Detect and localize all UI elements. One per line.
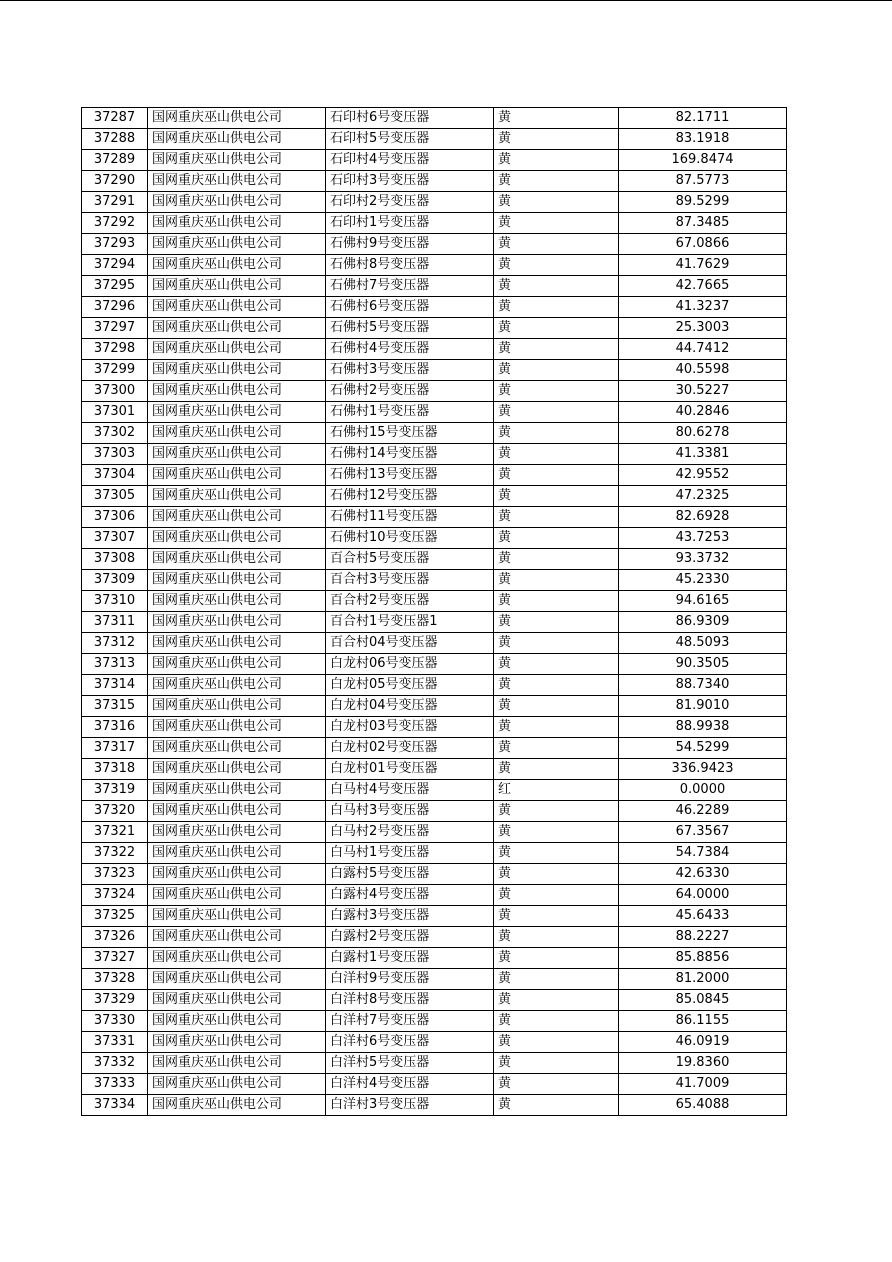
cell-value: 41.7629 xyxy=(619,255,787,276)
cell-transformer: 白洋村8号变压器 xyxy=(326,990,494,1011)
cell-transformer: 白露村1号变压器 xyxy=(326,948,494,969)
cell-status: 黄 xyxy=(494,171,619,192)
cell-transformer: 百合村2号变压器 xyxy=(326,591,494,612)
cell-value: 85.8856 xyxy=(619,948,787,969)
cell-status: 黄 xyxy=(494,738,619,759)
cell-status: 黄 xyxy=(494,276,619,297)
cell-transformer: 石佛村5号变压器 xyxy=(326,318,494,339)
cell-id: 37291 xyxy=(82,192,148,213)
cell-company: 国网重庆巫山供电公司 xyxy=(148,759,326,780)
cell-status: 黄 xyxy=(494,654,619,675)
table-row xyxy=(82,780,787,801)
cell-value: 48.5093 xyxy=(619,633,787,654)
cell-company: 国网重庆巫山供电公司 xyxy=(148,906,326,927)
table-row xyxy=(82,654,787,675)
cell-status: 黄 xyxy=(494,255,619,276)
table-row xyxy=(82,591,787,612)
table-row xyxy=(82,1032,787,1053)
table-row xyxy=(82,801,787,822)
cell-company: 国网重庆巫山供电公司 xyxy=(148,129,326,150)
table-row xyxy=(82,843,787,864)
cell-company: 国网重庆巫山供电公司 xyxy=(148,633,326,654)
cell-company: 国网重庆巫山供电公司 xyxy=(148,591,326,612)
table-row xyxy=(82,192,787,213)
cell-status: 黄 xyxy=(494,129,619,150)
table-row xyxy=(82,906,787,927)
cell-value: 169.8474 xyxy=(619,150,787,171)
cell-transformer: 白洋村3号变压器 xyxy=(326,1095,494,1116)
cell-id: 37318 xyxy=(82,759,148,780)
cell-id: 37309 xyxy=(82,570,148,591)
cell-value: 54.7384 xyxy=(619,843,787,864)
cell-company: 国网重庆巫山供电公司 xyxy=(148,927,326,948)
cell-value: 46.2289 xyxy=(619,801,787,822)
cell-value: 336.9423 xyxy=(619,759,787,780)
cell-transformer: 石佛村14号变压器 xyxy=(326,444,494,465)
cell-transformer: 石印村3号变压器 xyxy=(326,171,494,192)
cell-transformer: 白龙村02号变压器 xyxy=(326,738,494,759)
cell-transformer: 石印村6号变压器 xyxy=(326,108,494,129)
cell-id: 37296 xyxy=(82,297,148,318)
cell-value: 87.3485 xyxy=(619,213,787,234)
cell-id: 37331 xyxy=(82,1032,148,1053)
cell-transformer: 石佛村3号变压器 xyxy=(326,360,494,381)
cell-company: 国网重庆巫山供电公司 xyxy=(148,948,326,969)
cell-status: 黄 xyxy=(494,465,619,486)
cell-transformer: 白洋村5号变压器 xyxy=(326,1053,494,1074)
table-row xyxy=(82,507,787,528)
cell-transformer: 白龙村04号变压器 xyxy=(326,696,494,717)
table-row xyxy=(82,738,787,759)
cell-status: 黄 xyxy=(494,927,619,948)
table-row xyxy=(82,1095,787,1116)
cell-transformer: 石佛村7号变压器 xyxy=(326,276,494,297)
cell-status: 黄 xyxy=(494,402,619,423)
cell-id: 37289 xyxy=(82,150,148,171)
cell-status: 黄 xyxy=(494,486,619,507)
table-row xyxy=(82,171,787,192)
cell-company: 国网重庆巫山供电公司 xyxy=(148,465,326,486)
cell-status: 红 xyxy=(494,780,619,801)
cell-id: 37287 xyxy=(82,108,148,129)
cell-value: 54.5299 xyxy=(619,738,787,759)
cell-status: 黄 xyxy=(494,234,619,255)
cell-company: 国网重庆巫山供电公司 xyxy=(148,885,326,906)
cell-value: 41.3237 xyxy=(619,297,787,318)
table-row xyxy=(82,381,787,402)
cell-transformer: 石佛村1号变压器 xyxy=(326,402,494,423)
cell-value: 87.5773 xyxy=(619,171,787,192)
cell-transformer: 白龙村05号变压器 xyxy=(326,675,494,696)
cell-company: 国网重庆巫山供电公司 xyxy=(148,570,326,591)
cell-value: 94.6165 xyxy=(619,591,787,612)
cell-company: 国网重庆巫山供电公司 xyxy=(148,654,326,675)
cell-transformer: 石佛村12号变压器 xyxy=(326,486,494,507)
cell-id: 37308 xyxy=(82,549,148,570)
cell-id: 37322 xyxy=(82,843,148,864)
cell-company: 国网重庆巫山供电公司 xyxy=(148,717,326,738)
table-row xyxy=(82,213,787,234)
cell-id: 37306 xyxy=(82,507,148,528)
cell-status: 黄 xyxy=(494,108,619,129)
cell-company: 国网重庆巫山供电公司 xyxy=(148,1074,326,1095)
transformer-data-table xyxy=(81,107,787,1116)
cell-company: 国网重庆巫山供电公司 xyxy=(148,1053,326,1074)
cell-company: 国网重庆巫山供电公司 xyxy=(148,381,326,402)
cell-status: 黄 xyxy=(494,192,619,213)
cell-company: 国网重庆巫山供电公司 xyxy=(148,528,326,549)
table-row xyxy=(82,948,787,969)
table-row xyxy=(82,444,787,465)
table-row xyxy=(82,990,787,1011)
cell-transformer: 白露村3号变压器 xyxy=(326,906,494,927)
cell-status: 黄 xyxy=(494,549,619,570)
cell-status: 黄 xyxy=(494,822,619,843)
cell-value: 67.0866 xyxy=(619,234,787,255)
cell-company: 国网重庆巫山供电公司 xyxy=(148,234,326,255)
cell-value: 88.9938 xyxy=(619,717,787,738)
cell-id: 37316 xyxy=(82,717,148,738)
cell-id: 37305 xyxy=(82,486,148,507)
table-row xyxy=(82,150,787,171)
cell-status: 黄 xyxy=(494,969,619,990)
cell-transformer: 石佛村11号变压器 xyxy=(326,507,494,528)
cell-transformer: 石佛村2号变压器 xyxy=(326,381,494,402)
cell-transformer: 白洋村7号变压器 xyxy=(326,1011,494,1032)
cell-value: 93.3732 xyxy=(619,549,787,570)
cell-transformer: 石佛村13号变压器 xyxy=(326,465,494,486)
cell-value: 41.3381 xyxy=(619,444,787,465)
cell-status: 黄 xyxy=(494,570,619,591)
table-row xyxy=(82,360,787,381)
cell-transformer: 白龙村06号变压器 xyxy=(326,654,494,675)
cell-company: 国网重庆巫山供电公司 xyxy=(148,402,326,423)
table-row xyxy=(82,465,787,486)
cell-value: 83.1918 xyxy=(619,129,787,150)
cell-company: 国网重庆巫山供电公司 xyxy=(148,969,326,990)
cell-id: 37323 xyxy=(82,864,148,885)
cell-id: 37326 xyxy=(82,927,148,948)
page-top-border xyxy=(0,0,892,1)
cell-status: 黄 xyxy=(494,444,619,465)
cell-value: 42.9552 xyxy=(619,465,787,486)
cell-value: 44.7412 xyxy=(619,339,787,360)
table-row xyxy=(82,864,787,885)
cell-company: 国网重庆巫山供电公司 xyxy=(148,1095,326,1116)
cell-status: 黄 xyxy=(494,213,619,234)
table-row xyxy=(82,969,787,990)
cell-value: 88.2227 xyxy=(619,927,787,948)
cell-id: 37332 xyxy=(82,1053,148,1074)
cell-company: 国网重庆巫山供电公司 xyxy=(148,171,326,192)
cell-id: 37321 xyxy=(82,822,148,843)
table-row xyxy=(82,528,787,549)
table-row xyxy=(82,423,787,444)
cell-company: 国网重庆巫山供电公司 xyxy=(148,150,326,171)
cell-company: 国网重庆巫山供电公司 xyxy=(148,339,326,360)
table-row xyxy=(82,486,787,507)
cell-id: 37324 xyxy=(82,885,148,906)
cell-status: 黄 xyxy=(494,1032,619,1053)
cell-value: 25.3003 xyxy=(619,318,787,339)
cell-id: 37313 xyxy=(82,654,148,675)
table-row xyxy=(82,129,787,150)
cell-transformer: 白洋村4号变压器 xyxy=(326,1074,494,1095)
table-row xyxy=(82,822,787,843)
cell-id: 37295 xyxy=(82,276,148,297)
cell-id: 37320 xyxy=(82,801,148,822)
table-row xyxy=(82,318,787,339)
cell-value: 90.3505 xyxy=(619,654,787,675)
cell-status: 黄 xyxy=(494,696,619,717)
cell-value: 40.5598 xyxy=(619,360,787,381)
cell-value: 85.0845 xyxy=(619,990,787,1011)
cell-value: 64.0000 xyxy=(619,885,787,906)
cell-company: 国网重庆巫山供电公司 xyxy=(148,990,326,1011)
cell-id: 37325 xyxy=(82,906,148,927)
cell-company: 国网重庆巫山供电公司 xyxy=(148,360,326,381)
table-row xyxy=(82,402,787,423)
cell-value: 82.1711 xyxy=(619,108,787,129)
cell-status: 黄 xyxy=(494,990,619,1011)
cell-status: 黄 xyxy=(494,717,619,738)
cell-value: 47.2325 xyxy=(619,486,787,507)
cell-company: 国网重庆巫山供电公司 xyxy=(148,738,326,759)
cell-id: 37334 xyxy=(82,1095,148,1116)
cell-value: 46.0919 xyxy=(619,1032,787,1053)
cell-id: 37300 xyxy=(82,381,148,402)
cell-company: 国网重庆巫山供电公司 xyxy=(148,780,326,801)
cell-transformer: 石佛村9号变压器 xyxy=(326,234,494,255)
cell-transformer: 百合村5号变压器 xyxy=(326,549,494,570)
cell-status: 黄 xyxy=(494,864,619,885)
cell-id: 37294 xyxy=(82,255,148,276)
cell-id: 37298 xyxy=(82,339,148,360)
cell-transformer: 百合村1号变压器1 xyxy=(326,612,494,633)
cell-status: 黄 xyxy=(494,1095,619,1116)
cell-id: 37288 xyxy=(82,129,148,150)
cell-status: 黄 xyxy=(494,633,619,654)
cell-value: 45.2330 xyxy=(619,570,787,591)
cell-value: 0.0000 xyxy=(619,780,787,801)
table-row xyxy=(82,234,787,255)
cell-status: 黄 xyxy=(494,150,619,171)
cell-status: 黄 xyxy=(494,801,619,822)
cell-company: 国网重庆巫山供电公司 xyxy=(148,696,326,717)
cell-value: 42.7665 xyxy=(619,276,787,297)
cell-company: 国网重庆巫山供电公司 xyxy=(148,1032,326,1053)
cell-id: 37319 xyxy=(82,780,148,801)
cell-transformer: 石佛村4号变压器 xyxy=(326,339,494,360)
cell-transformer: 白马村4号变压器 xyxy=(326,780,494,801)
cell-id: 37302 xyxy=(82,423,148,444)
cell-value: 43.7253 xyxy=(619,528,787,549)
cell-company: 国网重庆巫山供电公司 xyxy=(148,108,326,129)
cell-status: 黄 xyxy=(494,885,619,906)
cell-id: 37330 xyxy=(82,1011,148,1032)
cell-transformer: 石印村5号变压器 xyxy=(326,129,494,150)
cell-transformer: 白露村2号变压器 xyxy=(326,927,494,948)
table-row xyxy=(82,696,787,717)
cell-transformer: 白马村1号变压器 xyxy=(326,843,494,864)
cell-id: 37317 xyxy=(82,738,148,759)
cell-company: 国网重庆巫山供电公司 xyxy=(148,675,326,696)
cell-id: 37328 xyxy=(82,969,148,990)
table-row xyxy=(82,108,787,129)
table-row xyxy=(82,276,787,297)
cell-transformer: 白龙村03号变压器 xyxy=(326,717,494,738)
cell-transformer: 石佛村8号变压器 xyxy=(326,255,494,276)
cell-company: 国网重庆巫山供电公司 xyxy=(148,549,326,570)
cell-id: 37290 xyxy=(82,171,148,192)
table-row xyxy=(82,570,787,591)
cell-status: 黄 xyxy=(494,528,619,549)
cell-value: 30.5227 xyxy=(619,381,787,402)
table-body xyxy=(82,108,787,1116)
cell-company: 国网重庆巫山供电公司 xyxy=(148,255,326,276)
cell-id: 37314 xyxy=(82,675,148,696)
cell-value: 80.6278 xyxy=(619,423,787,444)
cell-status: 黄 xyxy=(494,423,619,444)
cell-status: 黄 xyxy=(494,1074,619,1095)
cell-value: 81.2000 xyxy=(619,969,787,990)
cell-company: 国网重庆巫山供电公司 xyxy=(148,444,326,465)
cell-company: 国网重庆巫山供电公司 xyxy=(148,612,326,633)
cell-value: 82.6928 xyxy=(619,507,787,528)
cell-value: 42.6330 xyxy=(619,864,787,885)
cell-status: 黄 xyxy=(494,591,619,612)
table-row xyxy=(82,1011,787,1032)
cell-status: 黄 xyxy=(494,906,619,927)
cell-transformer: 白马村3号变压器 xyxy=(326,801,494,822)
cell-company: 国网重庆巫山供电公司 xyxy=(148,423,326,444)
cell-transformer: 白洋村6号变压器 xyxy=(326,1032,494,1053)
cell-transformer: 白露村5号变压器 xyxy=(326,864,494,885)
cell-transformer: 白洋村9号变压器 xyxy=(326,969,494,990)
cell-value: 41.7009 xyxy=(619,1074,787,1095)
cell-status: 黄 xyxy=(494,381,619,402)
table-row xyxy=(82,717,787,738)
cell-status: 黄 xyxy=(494,360,619,381)
cell-company: 国网重庆巫山供电公司 xyxy=(148,507,326,528)
cell-company: 国网重庆巫山供电公司 xyxy=(148,1011,326,1032)
table-row xyxy=(82,885,787,906)
cell-id: 37303 xyxy=(82,444,148,465)
table-row xyxy=(82,633,787,654)
table-row xyxy=(82,612,787,633)
cell-transformer: 石印村2号变压器 xyxy=(326,192,494,213)
cell-status: 黄 xyxy=(494,759,619,780)
cell-status: 黄 xyxy=(494,339,619,360)
cell-value: 65.4088 xyxy=(619,1095,787,1116)
cell-status: 黄 xyxy=(494,1011,619,1032)
cell-value: 40.2846 xyxy=(619,402,787,423)
cell-value: 19.8360 xyxy=(619,1053,787,1074)
cell-value: 89.5299 xyxy=(619,192,787,213)
cell-status: 黄 xyxy=(494,675,619,696)
cell-value: 88.7340 xyxy=(619,675,787,696)
cell-company: 国网重庆巫山供电公司 xyxy=(148,318,326,339)
cell-transformer: 石佛村15号变压器 xyxy=(326,423,494,444)
cell-status: 黄 xyxy=(494,948,619,969)
cell-id: 37304 xyxy=(82,465,148,486)
cell-status: 黄 xyxy=(494,843,619,864)
cell-value: 45.6433 xyxy=(619,906,787,927)
cell-id: 37299 xyxy=(82,360,148,381)
cell-id: 37312 xyxy=(82,633,148,654)
cell-company: 国网重庆巫山供电公司 xyxy=(148,213,326,234)
cell-status: 黄 xyxy=(494,1053,619,1074)
table-row xyxy=(82,297,787,318)
cell-transformer: 白露村4号变压器 xyxy=(326,885,494,906)
cell-transformer: 石佛村6号变压器 xyxy=(326,297,494,318)
cell-id: 37307 xyxy=(82,528,148,549)
cell-id: 37301 xyxy=(82,402,148,423)
cell-status: 黄 xyxy=(494,612,619,633)
cell-value: 86.9309 xyxy=(619,612,787,633)
table-row xyxy=(82,675,787,696)
cell-id: 37310 xyxy=(82,591,148,612)
table-row xyxy=(82,1053,787,1074)
cell-id: 37327 xyxy=(82,948,148,969)
cell-id: 37292 xyxy=(82,213,148,234)
cell-id: 37311 xyxy=(82,612,148,633)
cell-company: 国网重庆巫山供电公司 xyxy=(148,297,326,318)
cell-transformer: 石佛村10号变压器 xyxy=(326,528,494,549)
cell-value: 67.3567 xyxy=(619,822,787,843)
cell-id: 37293 xyxy=(82,234,148,255)
table-row xyxy=(82,759,787,780)
cell-company: 国网重庆巫山供电公司 xyxy=(148,801,326,822)
cell-id: 37333 xyxy=(82,1074,148,1095)
cell-company: 国网重庆巫山供电公司 xyxy=(148,192,326,213)
cell-company: 国网重庆巫山供电公司 xyxy=(148,864,326,885)
cell-transformer: 石印村1号变压器 xyxy=(326,213,494,234)
cell-transformer: 石印村4号变压器 xyxy=(326,150,494,171)
cell-value: 86.1155 xyxy=(619,1011,787,1032)
cell-value: 81.9010 xyxy=(619,696,787,717)
cell-company: 国网重庆巫山供电公司 xyxy=(148,486,326,507)
table-row xyxy=(82,255,787,276)
cell-transformer: 白龙村01号变压器 xyxy=(326,759,494,780)
cell-status: 黄 xyxy=(494,297,619,318)
cell-transformer: 百合村04号变压器 xyxy=(326,633,494,654)
cell-id: 37329 xyxy=(82,990,148,1011)
cell-company: 国网重庆巫山供电公司 xyxy=(148,276,326,297)
cell-id: 37297 xyxy=(82,318,148,339)
cell-id: 37315 xyxy=(82,696,148,717)
cell-company: 国网重庆巫山供电公司 xyxy=(148,843,326,864)
table-row xyxy=(82,549,787,570)
cell-status: 黄 xyxy=(494,318,619,339)
table-row xyxy=(82,1074,787,1095)
table-row xyxy=(82,339,787,360)
cell-status: 黄 xyxy=(494,507,619,528)
cell-transformer: 白马村2号变压器 xyxy=(326,822,494,843)
cell-company: 国网重庆巫山供电公司 xyxy=(148,822,326,843)
cell-transformer: 百合村3号变压器 xyxy=(326,570,494,591)
table-row xyxy=(82,927,787,948)
